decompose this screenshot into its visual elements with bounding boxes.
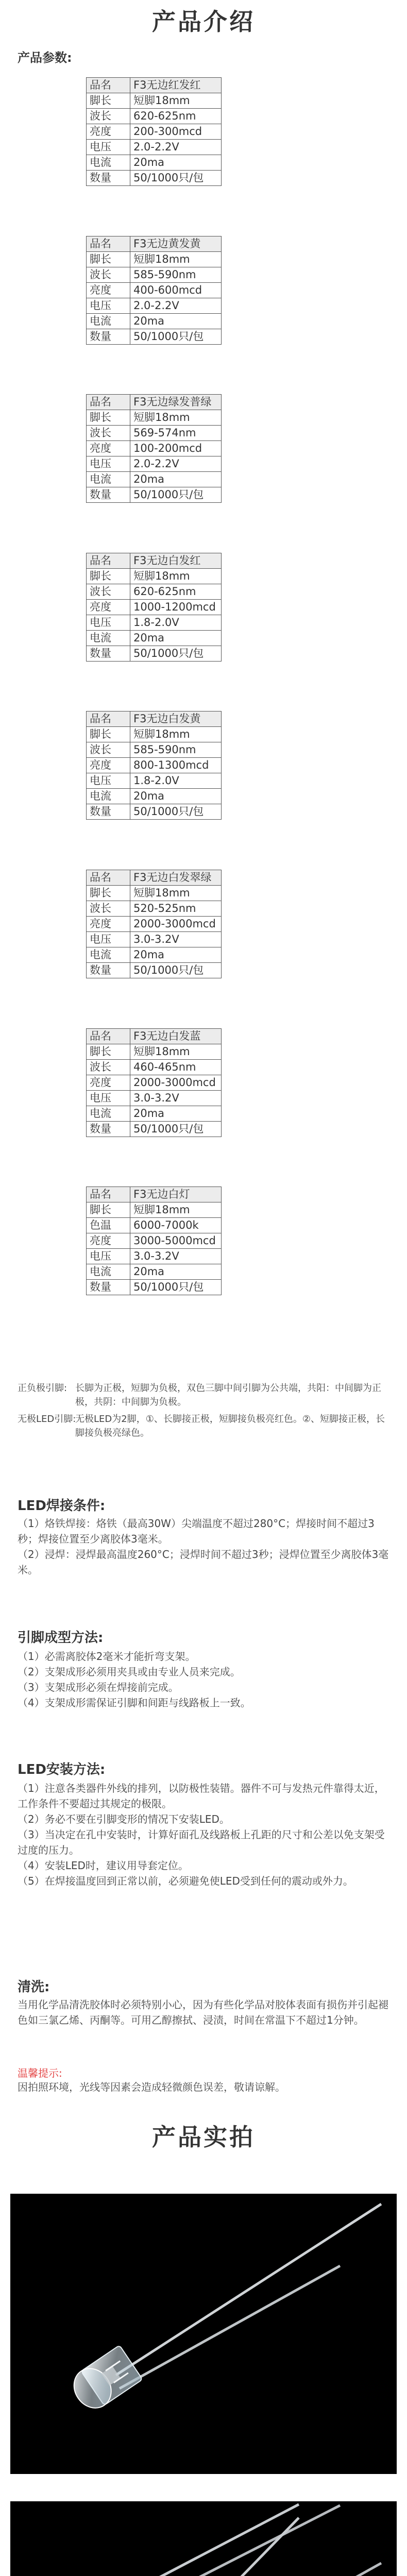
spec-table-white-yellow xyxy=(86,711,222,820)
spec-row xyxy=(87,267,222,283)
spec-key: 数量 xyxy=(87,1122,130,1137)
spec-value: 569-574nm xyxy=(130,426,222,441)
spec-key: 脚长 xyxy=(87,410,130,426)
spec-key: 脚长 xyxy=(87,569,130,584)
forming-line: （1）必需离胶体2毫米才能折弯支架。 xyxy=(18,1650,196,1663)
spec-value: 2.0-2.2V xyxy=(130,298,222,314)
spec-value: 50/1000只/包 xyxy=(130,329,222,345)
spec-value: 短脚18mm xyxy=(130,410,222,426)
spec-value: 短脚18mm xyxy=(130,93,222,109)
spec-key: 电流 xyxy=(87,947,130,963)
spec-value: 50/1000只/包 xyxy=(130,1280,222,1295)
spec-key: 电压 xyxy=(87,932,130,947)
spec-value: 1000-1200mcd xyxy=(130,600,222,615)
welding-line: （2）浸焊：浸焊最高温度260°C；浸焊时间不超过3秒；浸焊位置至少离胶体3毫米。 xyxy=(18,1548,389,1576)
spec-value: 短脚18mm xyxy=(130,1202,222,1218)
spec-row xyxy=(87,789,222,804)
spec-table-red xyxy=(86,77,222,186)
install-title: LED安装方法: xyxy=(18,1762,106,1777)
spec-row xyxy=(87,487,222,503)
spec-key: 波长 xyxy=(87,584,130,600)
spec-row xyxy=(87,155,222,171)
spec-key: 波长 xyxy=(87,426,130,441)
spec-table-green xyxy=(86,394,222,503)
spec-value: 460-465nm xyxy=(130,1060,222,1075)
spec-row xyxy=(87,886,222,901)
spec-key: 电流 xyxy=(87,155,130,171)
spec-value: 400-600mcd xyxy=(130,283,222,298)
spec-row xyxy=(87,109,222,124)
forming-line: （4）支架成形需保证引脚和间距与线路板上一致。 xyxy=(18,1697,251,1709)
spec-value: F3无边白发翠绿 xyxy=(130,870,222,886)
spec-key: 波长 xyxy=(87,267,130,283)
spec-row xyxy=(87,615,222,631)
spec-key: 电流 xyxy=(87,1264,130,1280)
spec-value: 20ma xyxy=(130,472,222,487)
spec-value: 20ma xyxy=(130,947,222,963)
spec-row xyxy=(87,711,222,727)
spec-key: 亮度 xyxy=(87,917,130,932)
spec-value: 20ma xyxy=(130,1264,222,1280)
spec-key: 品名 xyxy=(87,1187,130,1202)
spec-key: 品名 xyxy=(87,236,130,252)
spec-key: 品名 xyxy=(87,395,130,410)
params-label: 产品参数: xyxy=(18,50,72,65)
spec-key: 亮度 xyxy=(87,441,130,456)
spec-value: 短脚18mm xyxy=(130,727,222,742)
spec-row xyxy=(87,171,222,186)
spec-row xyxy=(87,1091,222,1106)
spec-value: 2000-3000mcd xyxy=(130,917,222,932)
spec-value: 50/1000只/包 xyxy=(130,804,222,820)
spec-key: 电压 xyxy=(87,773,130,789)
spec-row xyxy=(87,631,222,646)
spec-row xyxy=(87,140,222,155)
spec-row xyxy=(87,742,222,758)
spec-value: 3.0-3.2V xyxy=(130,932,222,947)
spec-row xyxy=(87,252,222,267)
spec-row xyxy=(87,727,222,742)
spec-row xyxy=(87,456,222,472)
cleaning-text: 当用化学品清洗胶体时必须特别小心，因为有些化学品对胶体表面有损伤并引起褪色如三氯乙烯、丙酮等。可用乙醇擦拭、浸渍，时间在常温下不超过1分钟。 xyxy=(18,1998,388,2026)
spec-key: 脚长 xyxy=(87,1044,130,1060)
spec-key: 电压 xyxy=(87,1249,130,1264)
spec-value: F3无边白发黄 xyxy=(130,711,222,727)
spec-value: 短脚18mm xyxy=(130,569,222,584)
spec-key: 数量 xyxy=(87,646,130,662)
product-intro-title: 产品介绍 xyxy=(152,8,255,36)
spec-key: 电压 xyxy=(87,298,130,314)
spec-key: 品名 xyxy=(87,870,130,886)
spec-row xyxy=(87,901,222,917)
spec-row xyxy=(87,93,222,109)
spec-row xyxy=(87,1044,222,1060)
spec-value: 50/1000只/包 xyxy=(130,963,222,978)
forming-body xyxy=(18,1649,394,1710)
spec-row xyxy=(87,963,222,978)
spec-key: 数量 xyxy=(87,487,130,503)
spec-key: 亮度 xyxy=(87,1075,130,1091)
white-led-illustration xyxy=(10,2194,397,2474)
spec-key: 电压 xyxy=(87,615,130,631)
spec-value: 800-1300mcd xyxy=(130,758,222,773)
spec-row xyxy=(87,1249,222,1264)
spec-value: 3000-5000mcd xyxy=(130,1233,222,1249)
pin-note-label: 无极LED引脚: xyxy=(18,1414,76,1425)
spec-key: 脚长 xyxy=(87,1202,130,1218)
spec-key: 脚长 xyxy=(87,886,130,901)
spec-row xyxy=(87,124,222,140)
spec-value: 2.0-2.2V xyxy=(130,456,222,472)
spec-row xyxy=(87,1202,222,1218)
spec-value: 620-625nm xyxy=(130,109,222,124)
pin-note-label: 正负极引脚: xyxy=(18,1383,67,1394)
spec-value: 20ma xyxy=(130,789,222,804)
spec-key: 数量 xyxy=(87,329,130,345)
spec-key: 数量 xyxy=(87,171,130,186)
spec-row xyxy=(87,932,222,947)
install-line: （4）安装LED时，建议用导套定位。 xyxy=(18,1859,189,1872)
spec-row xyxy=(87,947,222,963)
spec-value: F3无边白灯 xyxy=(130,1187,222,1202)
spec-key: 亮度 xyxy=(87,600,130,615)
photo-section-title: 产品实拍 xyxy=(152,2123,255,2151)
spec-key: 亮度 xyxy=(87,758,130,773)
spec-value: F3无边红发红 xyxy=(130,78,222,93)
spec-key: 波长 xyxy=(87,901,130,917)
spec-row xyxy=(87,758,222,773)
spec-key: 电压 xyxy=(87,140,130,155)
spec-row xyxy=(87,395,222,410)
spec-value: 20ma xyxy=(130,631,222,646)
pin-notes xyxy=(18,1381,394,1440)
product-photo-color-leds xyxy=(10,2501,397,2576)
spec-value: 3.0-3.2V xyxy=(130,1091,222,1106)
welding-body xyxy=(18,1516,394,1578)
spec-value: 短脚18mm xyxy=(130,252,222,267)
spec-key: 色温 xyxy=(87,1218,130,1233)
spec-key: 亮度 xyxy=(87,1233,130,1249)
install-line: （5）在焊接温度回到正常以前，必须避免使LED受到任何的震动或外力。 xyxy=(18,1875,353,1887)
color-leds-illustration xyxy=(10,2501,397,2576)
spec-key: 电压 xyxy=(87,1091,130,1106)
spec-table-white-blue xyxy=(86,1028,222,1137)
spec-key: 品名 xyxy=(87,553,130,569)
pin-note-nonpolar xyxy=(18,1412,394,1440)
warm-tip-title: 温馨提示: xyxy=(18,2067,62,2079)
spec-value: F3无边白发红 xyxy=(130,553,222,569)
install-line: （2）务必不要在引脚变形的情况下安装LED。 xyxy=(18,1813,230,1825)
spec-value: 20ma xyxy=(130,1106,222,1122)
spec-key: 电流 xyxy=(87,789,130,804)
welding-line: （1）烙铁焊接：烙铁（最高30W）尖端温度不超过280°C；焊接时间不超过3秒；焊接位置至少离胶体3毫米。 xyxy=(18,1517,375,1545)
product-photo-white-led xyxy=(10,2194,397,2474)
spec-value: 100-200mcd xyxy=(130,441,222,456)
spec-row xyxy=(87,329,222,345)
spec-key: 电流 xyxy=(87,631,130,646)
spec-table-yellow xyxy=(86,236,222,345)
spec-row xyxy=(87,646,222,662)
spec-row xyxy=(87,1233,222,1249)
spec-value: 50/1000只/包 xyxy=(130,171,222,186)
spec-value: F3无边黄发黄 xyxy=(130,236,222,252)
spec-value: 短脚18mm xyxy=(130,886,222,901)
spec-value: 520-525nm xyxy=(130,901,222,917)
spec-row xyxy=(87,1060,222,1075)
spec-key: 电流 xyxy=(87,1106,130,1122)
warm-tip-body xyxy=(18,2079,394,2095)
spec-row xyxy=(87,773,222,789)
spec-key: 电压 xyxy=(87,456,130,472)
spec-row xyxy=(87,1218,222,1233)
spec-value: 3.0-3.2V xyxy=(130,1249,222,1264)
spec-row xyxy=(87,314,222,329)
spec-row xyxy=(87,1075,222,1091)
cleaning-title: 清洗: xyxy=(18,1979,50,1995)
spec-key: 亮度 xyxy=(87,124,130,140)
spec-key: 脚长 xyxy=(87,727,130,742)
spec-value: 1.8-2.0V xyxy=(130,773,222,789)
spec-key: 品名 xyxy=(87,78,130,93)
spec-key: 脚长 xyxy=(87,252,130,267)
spec-value: F3无边白发蓝 xyxy=(130,1029,222,1044)
spec-row xyxy=(87,584,222,600)
spec-row xyxy=(87,1029,222,1044)
spec-value: 20ma xyxy=(130,314,222,329)
install-line: （3）当决定在孔中安装时，计算好面孔及线路板上孔距的尺寸和公差以免支架受过度的压力。 xyxy=(18,1828,385,1856)
spec-value: 585-590nm xyxy=(130,267,222,283)
spec-value: 6000-7000k xyxy=(130,1218,222,1233)
spec-key: 亮度 xyxy=(87,283,130,298)
spec-row xyxy=(87,236,222,252)
warm-tip-text: 因拍照环境，光线等因素会造成轻微颜色误差，敬请谅解。 xyxy=(18,2081,285,2093)
spec-value: 50/1000只/包 xyxy=(130,646,222,662)
install-line: （1）注意各类器件外线的排列，以防极性装错。器件不可与发热元件靠得太近，工作条件不要超过其规定的极限。 xyxy=(18,1782,385,1810)
spec-table-white-emerald xyxy=(86,870,222,978)
welding-title: LED焊接条件: xyxy=(18,1498,106,1514)
spec-row xyxy=(87,569,222,584)
spec-key: 品名 xyxy=(87,711,130,727)
spec-value: 2000-3000mcd xyxy=(130,1075,222,1091)
pin-note-text: 无极LED为2脚，①、长脚接正极，短脚接负极亮红色。②、短脚接正极，长脚接负极亮绿色。 xyxy=(75,1414,385,1438)
spec-row xyxy=(87,804,222,820)
spec-value: 20ma xyxy=(130,155,222,171)
spec-row xyxy=(87,1122,222,1137)
spec-key: 数量 xyxy=(87,963,130,978)
spec-row xyxy=(87,283,222,298)
pin-note-polar xyxy=(18,1381,394,1409)
spec-row xyxy=(87,1187,222,1202)
spec-value: 620-625nm xyxy=(130,584,222,600)
spec-key: 品名 xyxy=(87,1029,130,1044)
spec-key: 脚长 xyxy=(87,93,130,109)
spec-row xyxy=(87,600,222,615)
spec-value: F3无边绿发普绿 xyxy=(130,395,222,410)
spec-value: 短脚18mm xyxy=(130,1044,222,1060)
forming-title: 引脚成型方法: xyxy=(18,1630,104,1646)
spec-table-white xyxy=(86,1187,222,1295)
pin-note-text: 长脚为正极，短脚为负极，双色三脚中间引脚为公共端，共阳：中间脚为正极，共阴：中间脚为负极。 xyxy=(75,1383,381,1408)
spec-value: 50/1000只/包 xyxy=(130,1122,222,1137)
spec-key: 数量 xyxy=(87,1280,130,1295)
spec-row xyxy=(87,298,222,314)
spec-row xyxy=(87,410,222,426)
spec-row xyxy=(87,553,222,569)
spec-value: 2.0-2.2V xyxy=(130,140,222,155)
spec-row xyxy=(87,917,222,932)
spec-row xyxy=(87,441,222,456)
spec-value: 1.8-2.0V xyxy=(130,615,222,631)
spec-key: 波长 xyxy=(87,109,130,124)
spec-row xyxy=(87,1106,222,1122)
forming-line: （3）支架成形必须在焊接前完成。 xyxy=(18,1681,179,1693)
spec-value: 585-590nm xyxy=(130,742,222,758)
spec-key: 数量 xyxy=(87,804,130,820)
spec-row xyxy=(87,1264,222,1280)
spec-row xyxy=(87,472,222,487)
spec-key: 电流 xyxy=(87,472,130,487)
spec-table-white-red xyxy=(86,553,222,662)
spec-row xyxy=(87,78,222,93)
forming-line: （2）支架成形必须用夹具或由专业人员来完成。 xyxy=(18,1666,241,1678)
spec-key: 波长 xyxy=(87,1060,130,1075)
spec-row xyxy=(87,870,222,886)
spec-row xyxy=(87,1280,222,1295)
spec-key: 电流 xyxy=(87,314,130,329)
spec-row xyxy=(87,426,222,441)
spec-value: 200-300mcd xyxy=(130,124,222,140)
cleaning-body xyxy=(18,1997,394,2028)
install-body xyxy=(18,1781,394,1889)
spec-key: 波长 xyxy=(87,742,130,758)
spec-value: 50/1000只/包 xyxy=(130,487,222,503)
